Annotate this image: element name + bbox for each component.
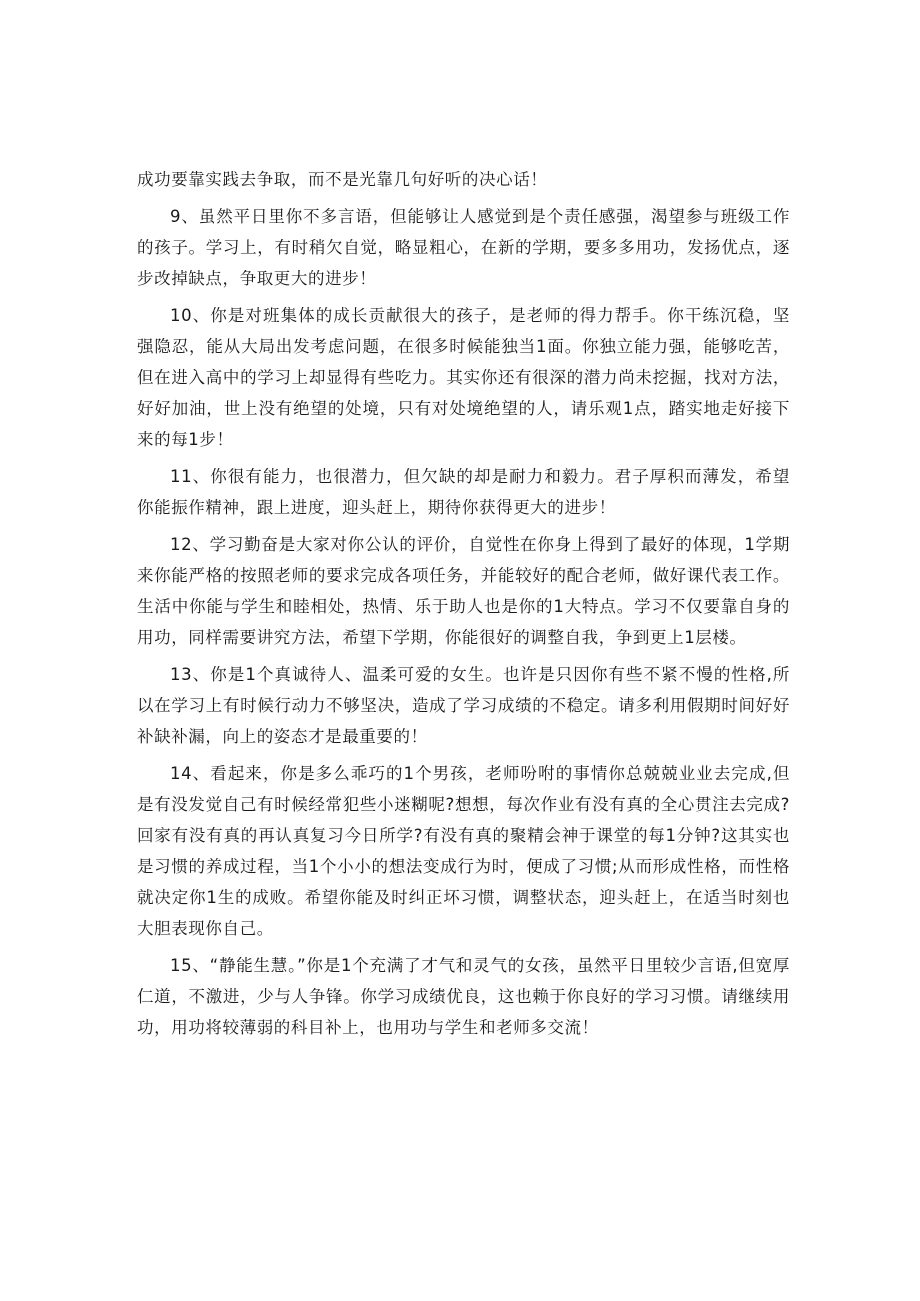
- paragraph-comment-15: 15、“静能生慧。”你是1个充满了才气和灵气的女孩，虽然平日里较少言语,但宽厚仁道，不激进，少与人争锋。你学习成绩优良，这也赖于你良好的学习习惯。请继续用功，用功将较薄弱的科目补上，也用功与学生和老师多交流！: [137, 956, 790, 1037]
- paragraph-comment-14: 14、看起来，你是多么乖巧的1个男孩，老师吩咐的事情你总兢兢业业去完成,但是有没发觉自己有时候经常犯些小迷糊呢?想想，每次作业有没有真的全心贯注去完成?回家有没有真的再认真复习今日所学?有没有真的聚精会神于课堂的每1分钟?这其实也是习惯的养成过程，当1个小小的想法变成行为时，便成了习惯;从而形成性格，而性格就决定你1生的成败。希望你能及时纠正坏习惯，调整状态，迎头赶上，在适当时刻也大胆表现你自己。: [137, 764, 790, 938]
- document-body: [137, 164, 790, 1049]
- paragraph-comment-12: 12、学习勤奋是大家对你公认的评价，自觉性在你身上得到了最好的体现，1学期来你能严格的按照老师的要求完成各项任务，并能较好的配合老师，做好课代表工作。生活中你能与学生和睦相处，热情、乐于助人也是你的1大特点。学习不仅要靠自身的用功，同样需要讲究方法，希望下学期，你能很好的调整自我，争到更上1层楼。: [137, 535, 790, 647]
- paragraph-continuation: 成功要靠实践去争取，而不是光靠几句好听的决心话！: [137, 170, 548, 189]
- paragraph-comment-13: 13、你是1个真诚待人、温柔可爱的女生。也许是只因你有些不紧不慢的性格,所以在学习上有时候行动力不够坚决，造成了学习成绩的不稳定。请多利用假期时间好好补缺补漏，向上的姿态才是最重要的！: [137, 665, 790, 746]
- paragraph-comment-11: 11、你很有能力，也很潜力，但欠缺的却是耐力和毅力。君子厚积而薄发，希望你能振作精神，跟上进度，迎头赶上，期待你获得更大的进步！: [137, 467, 790, 517]
- paragraph-comment-10: 10、你是对班集体的成长贡献很大的孩子，是老师的得力帮手。你干练沉稳，坚强隐忍，能从大局出发考虑问题，在很多时候能独当1面。你独立能力强，能够吃苦，但在进入高中的学习上却显得有些吃力。其实你还有很深的潜力尚未挖掘，找对方法，好好加油，世上没有绝望的处境，只有对处境绝望的人，请乐观1点，踏实地走好接下来的每1步！: [137, 306, 790, 449]
- paragraph-comment-9: 9、虽然平日里你不多言语，但能够让人感觉到是个责任感强，渴望参与班级工作的孩子。学习上，有时稍欠自觉，略显粗心，在新的学期，要多多用功，发扬优点，逐步改掉缺点，争取更大的进步！: [137, 207, 790, 288]
